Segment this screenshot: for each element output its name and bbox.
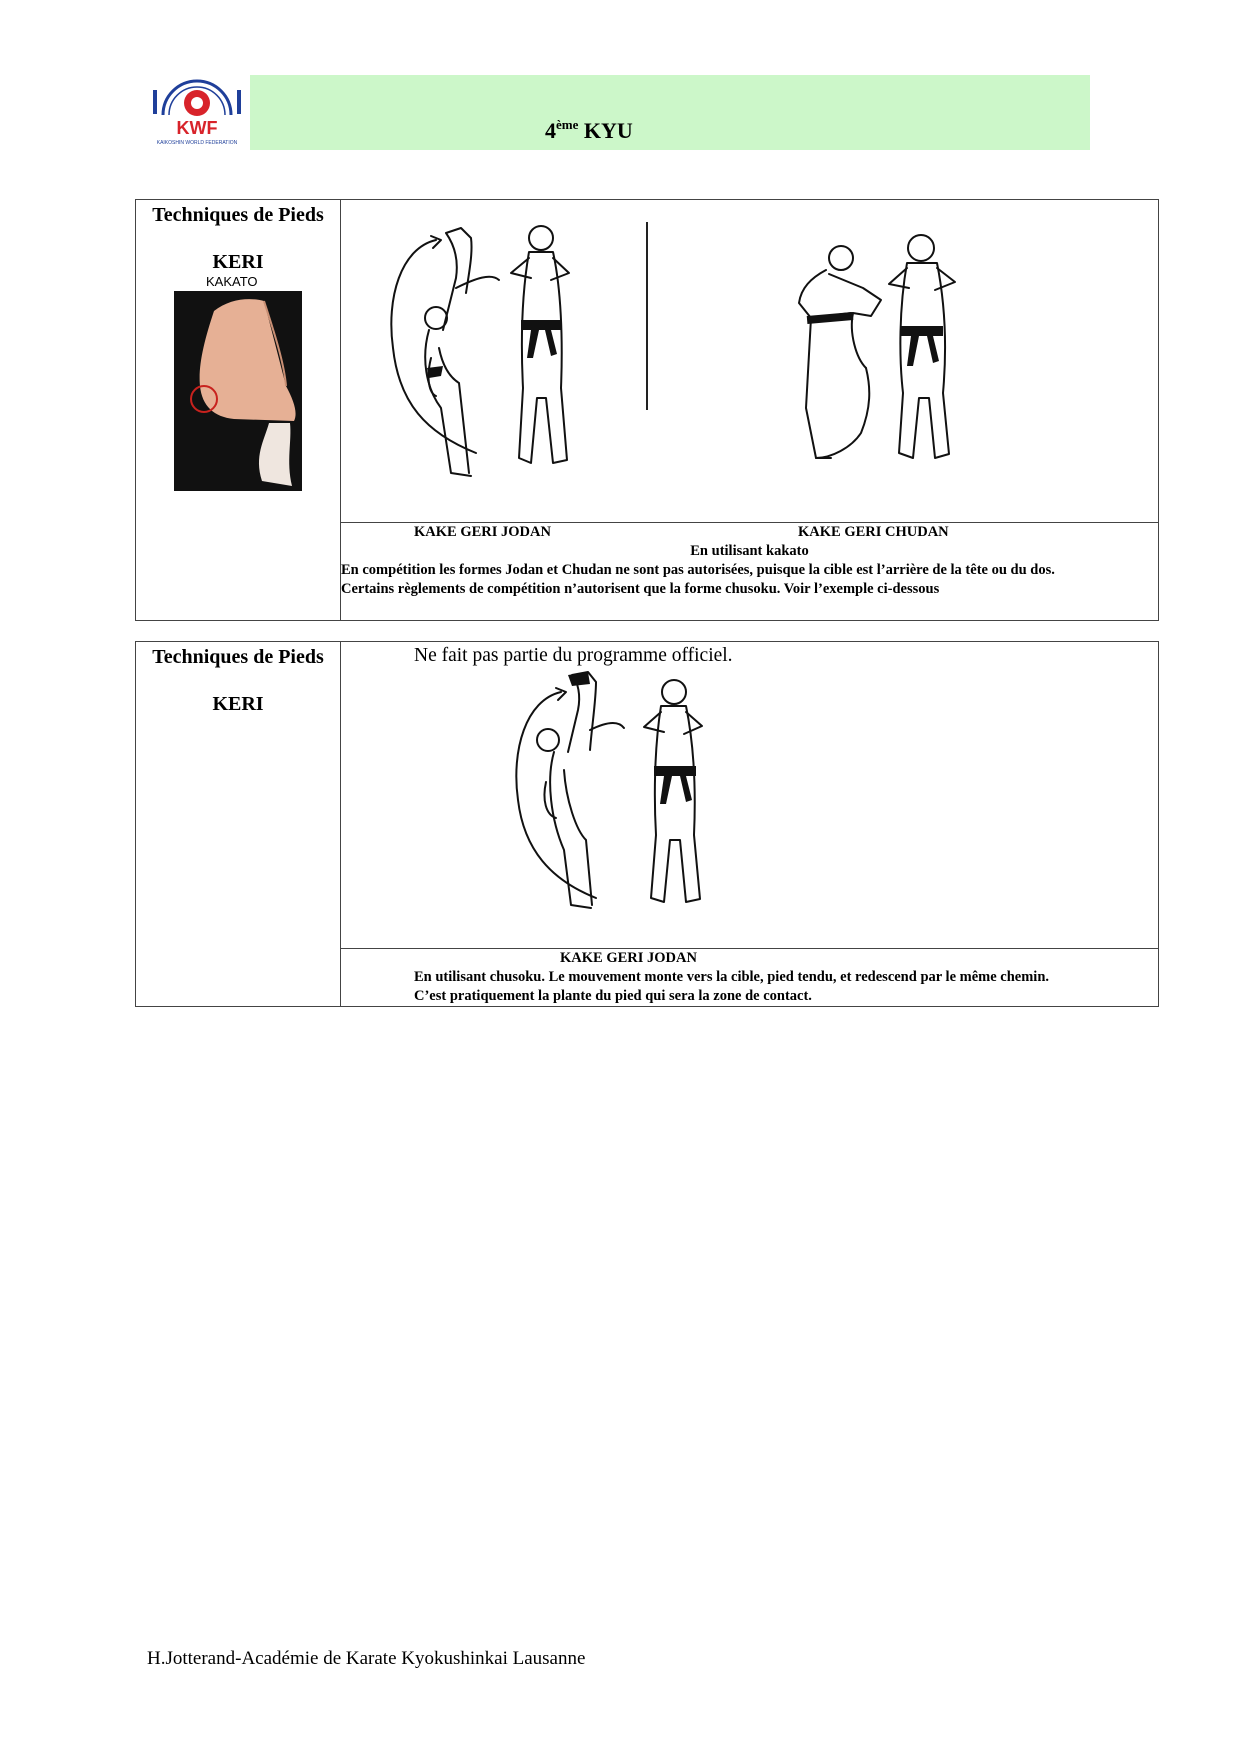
category-sub: KERI xyxy=(212,693,264,715)
title-sup: ème xyxy=(556,117,579,132)
technique-table-1 xyxy=(135,199,1159,621)
kake-geri-chudan-illustration xyxy=(771,218,986,498)
caption-text-1: En compétition les formes Jodan et Chudan ne sont pas autorisées, puisque la cible est l’arrière de la tête ou du dos. xyxy=(341,562,1055,578)
category-cell-2 xyxy=(136,642,341,1007)
category-cell-1 xyxy=(136,200,341,621)
title-number: 4 xyxy=(545,118,556,143)
logo-text: KWF xyxy=(176,118,218,138)
caption-right: KAKE GERI CHUDAN xyxy=(798,524,949,540)
kwf-logo xyxy=(145,75,250,150)
notice-text: Ne fait pas partie du programme officiel. xyxy=(414,645,733,666)
photo-label: KAKATO xyxy=(206,274,258,289)
category-sub: KERI xyxy=(212,251,264,273)
kakato-heel-photo xyxy=(174,291,302,491)
kake-geri-jodan-chusoku-illustration xyxy=(506,670,726,935)
illustration-cell-1 xyxy=(341,200,1159,523)
logo-subtext: KAIKOSHIN WORLD FEDERATION xyxy=(156,140,238,146)
caption-text-2: Certains règlements de compétition n’autorisent que la forme chusoku. Voir l’exemple ci-dessous xyxy=(341,581,940,597)
caption-text-1: En utilisant chusoku. Le mouvement monte vers la cible, pied tendu, et redescend par le même chemin. xyxy=(414,969,1050,985)
caption-center: En utilisant kakato xyxy=(690,543,809,559)
caption-text-2: C’est pratiquement la plante du pied qui sera la zone de contact. xyxy=(414,988,812,1004)
category-title: Techniques de Pieds xyxy=(152,204,324,226)
page-title xyxy=(545,117,633,144)
illustration-cell-2 xyxy=(341,642,1159,949)
technique-table-2 xyxy=(135,641,1159,1007)
separator-line xyxy=(646,222,648,410)
caption-left: KAKE GERI JODAN xyxy=(414,524,551,540)
caption-title: KAKE GERI JODAN xyxy=(560,950,697,966)
category-title: Techniques de Pieds xyxy=(152,646,324,668)
kake-geri-jodan-illustration xyxy=(381,218,596,498)
footer-text: H.Jotterand-Académie de Karate Kyokushinkai Lausanne xyxy=(147,1648,586,1669)
caption-cell-2 xyxy=(341,949,1159,1007)
caption-cell-1 xyxy=(341,523,1159,621)
title-rest: KYU xyxy=(578,118,633,143)
header-band xyxy=(145,75,1090,150)
